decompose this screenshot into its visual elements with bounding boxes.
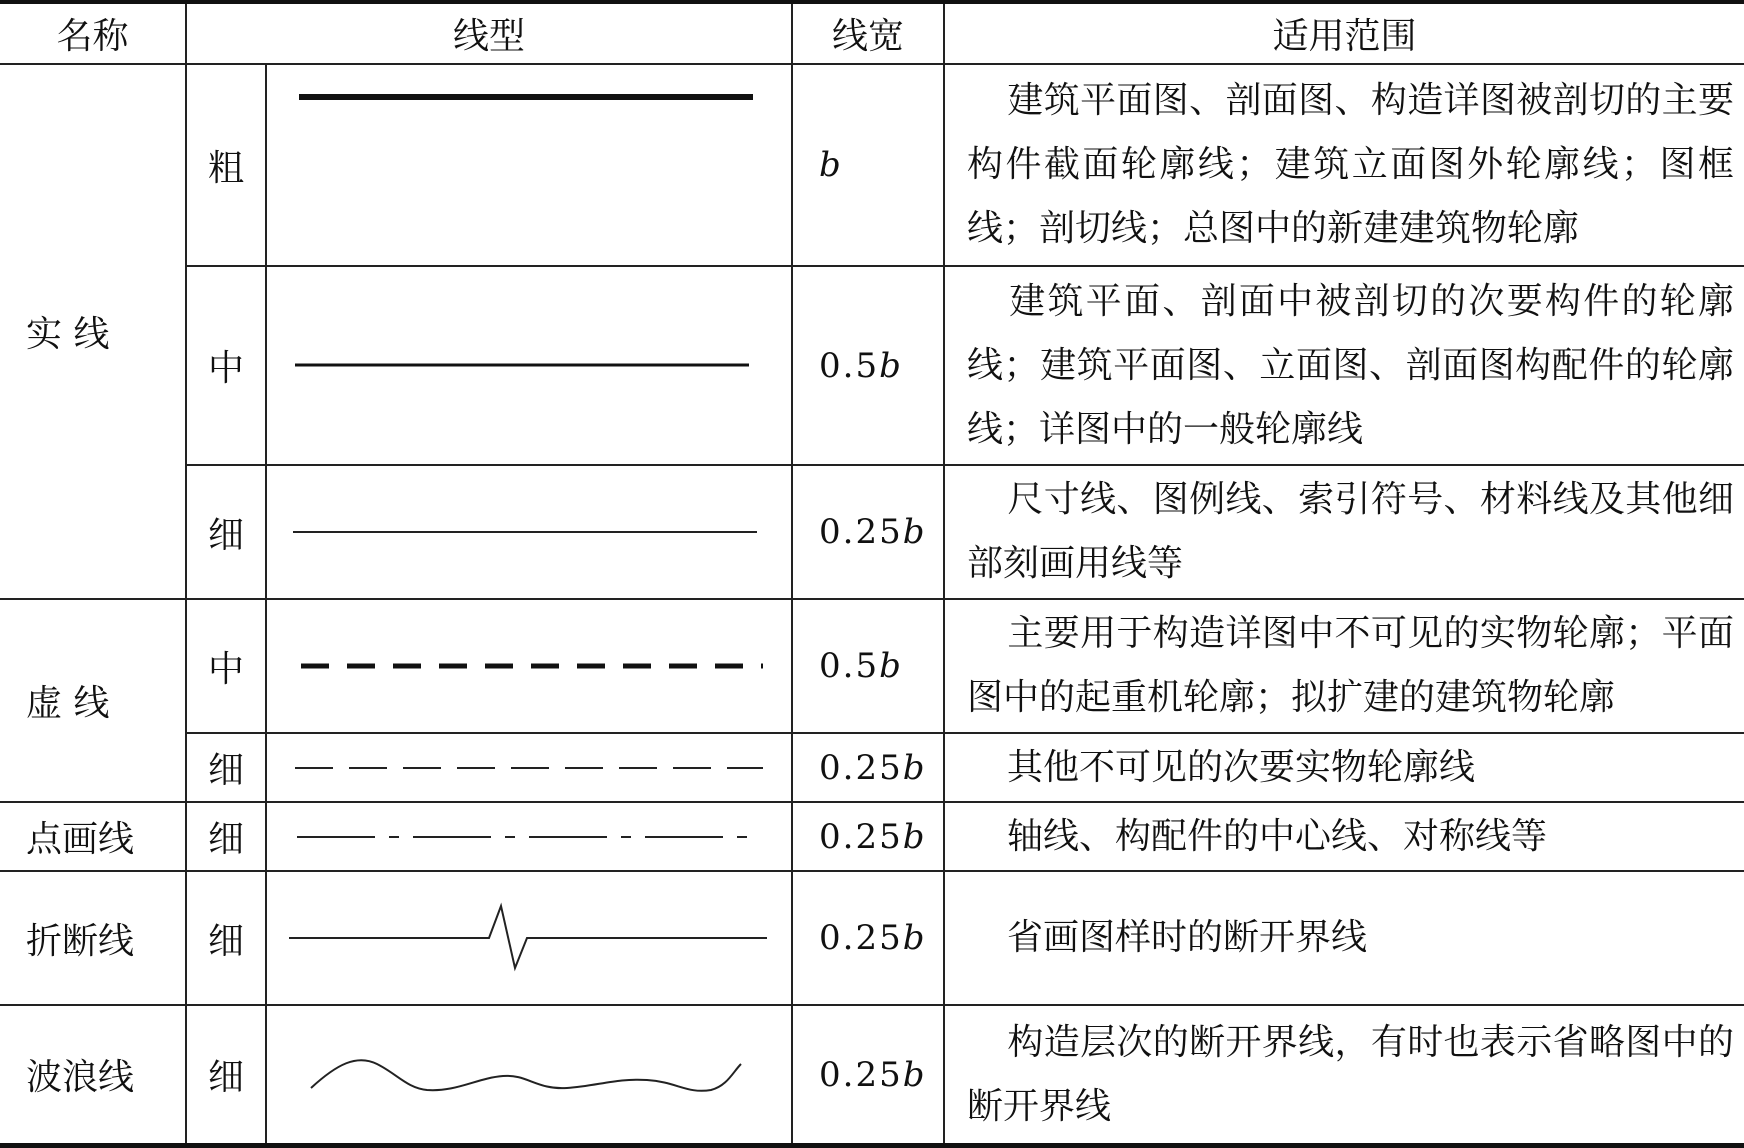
width-symbol: b [902,816,925,857]
line-sample-solid-thick [266,64,792,266]
width-symbol: b [902,512,925,552]
subtype-label: 细 [186,1005,266,1146]
scope-cell [944,64,1744,266]
width-symbol: b [879,646,901,686]
line-sample-wavy [266,1005,792,1146]
dash-dot-line-graphic [267,803,793,870]
table-row [0,465,1744,599]
dashed-medium-line-graphic [267,600,793,732]
wavy-line-graphic [267,1006,793,1143]
width-number: 0.25 [819,512,903,552]
subtype-label: 细 [186,871,266,1005]
scope-text: 主要用于构造详图中不可见的实物轮廓；平面图中的起重机轮廓；拟扩建的建筑物轮廓 [967,613,1735,718]
header-width: 线宽 [792,2,944,64]
table-row [0,266,1744,465]
header-linetype: 线型 [186,2,792,64]
table-row [0,733,1744,802]
width-number: 0.25 [819,816,903,857]
scope-text: 其他不可见的次要实物轮廓线 [1007,746,1476,788]
scope-cell [944,733,1744,802]
table-row [0,802,1744,871]
scope-text: 构造层次的断开界线，有时也表示省略图中的断开界线 [967,1021,1735,1127]
line-sample-dash-dot [266,802,792,871]
group-dashed: 虚 线 [0,599,186,802]
solid-thick-line-graphic [267,65,793,265]
line-sample-solid-thin [266,465,792,599]
width-cell [792,266,944,465]
scope-cell [944,465,1744,599]
width-number: 0.25 [819,1054,903,1095]
width-cell [792,465,944,599]
width-symbol: b [902,747,925,788]
width-number: 0.25 [819,918,903,958]
subtype-label: 粗 [186,64,266,266]
header-name: 名称 [0,2,186,64]
group-wavy: 波浪线 [0,1005,186,1146]
subtype-label: 细 [186,733,266,802]
line-sample-solid-medium [266,266,792,465]
scope-text: 轴线、构配件的中心线、对称线等 [1007,815,1548,857]
scope-text: 建筑平面、剖面中被剖切的次要构件的轮廓线；建筑平面图、立面图、剖面图构配件的轮廓线；详图中的一般轮廓线 [967,280,1735,450]
subtype-label: 中 [186,599,266,733]
group-break: 折断线 [0,871,186,1005]
header-row [0,2,1744,64]
width-symbol: b [879,345,901,386]
group-solid: 实 线 [0,64,186,599]
width-cell [792,802,944,871]
dashed-thin-line-graphic [267,734,793,801]
width-cell [792,733,944,802]
solid-thin-line-graphic [267,466,793,598]
width-number: 0.5 [819,345,880,386]
scope-text: 省画图样时的断开界线 [1007,917,1368,958]
scope-cell [944,802,1744,871]
subtype-label: 中 [186,266,266,465]
table-row [0,871,1744,1005]
subtype-label: 细 [186,465,266,599]
width-symbol: b [902,1054,925,1095]
break-line-graphic [267,872,793,1004]
table-row [0,64,1744,266]
width-symbol: b [902,918,925,958]
line-sample-dashed-medium [266,599,792,733]
table-row [0,1005,1744,1146]
width-number: 0.5 [819,646,880,686]
width-cell [792,871,944,1005]
scope-cell [944,266,1744,465]
scope-text: 建筑平面图、剖面图、构造详图被剖切的主要构件截面轮廓线；建筑立面图外轮廓线；图框线；剖切线；总图中的新建建筑物轮廓 [967,80,1735,249]
scope-cell [944,1005,1744,1146]
width-cell [792,1005,944,1146]
header-scope: 适用范围 [944,2,1744,64]
group-dashdot: 点画线 [0,802,186,871]
subtype-label: 细 [186,802,266,871]
scope-cell [944,599,1744,733]
width-symbol: b [819,145,841,185]
scope-text: 尺寸线、图例线、索引符号、材料线及其他细部刻画用线等 [967,479,1735,584]
width-cell [792,64,944,266]
solid-medium-line-graphic [267,267,793,464]
line-sample-dashed-thin [266,733,792,802]
scope-cell [944,871,1744,1005]
table-row [0,599,1744,733]
width-cell [792,599,944,733]
line-sample-break [266,871,792,1005]
width-number: 0.25 [819,747,903,788]
